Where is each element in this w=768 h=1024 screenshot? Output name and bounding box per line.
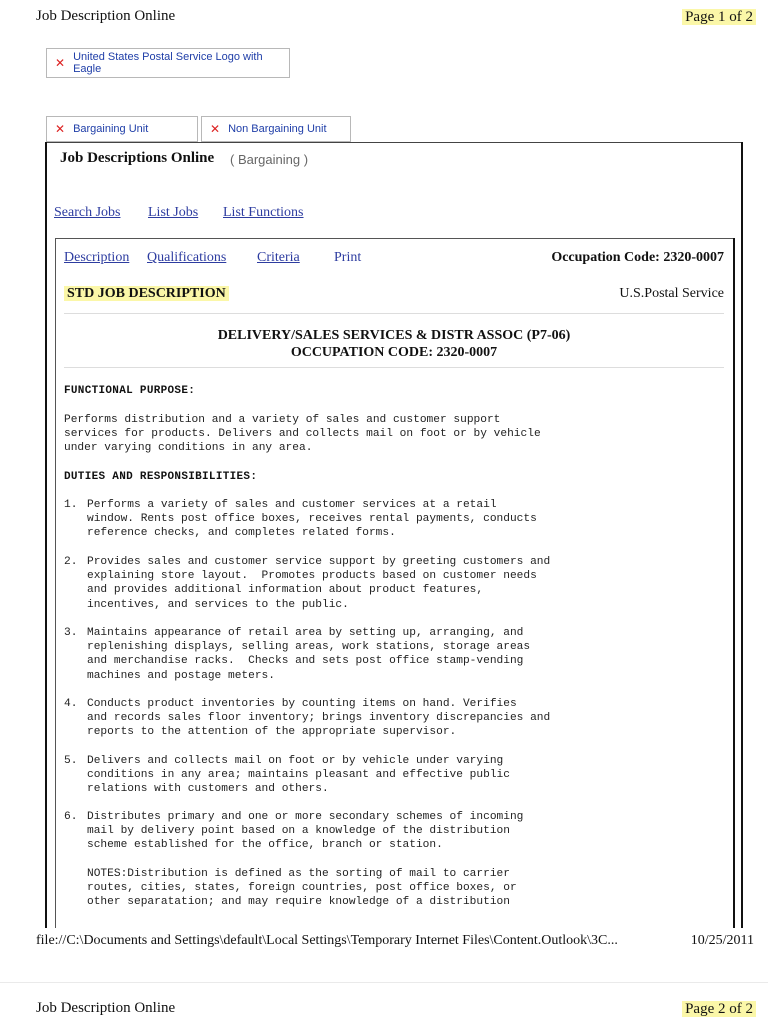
tab-description[interactable]: Description (64, 250, 130, 265)
duty-text: Distributes primary and one or more secondary schemes of incoming mail by delivery point based on a knowledge of the distribution scheme established for the office, branch or station. (87, 811, 524, 852)
duty-number: 6. (64, 811, 78, 823)
outer-frame-left (45, 142, 47, 928)
inner-frame-left (55, 238, 56, 928)
bargaining-unit-tab-image[interactable] (46, 116, 198, 142)
footer-date: 10/25/2011 (690, 933, 754, 948)
duty-text: Delivers and collects mail on foot or by vehicle under varying conditions in any area; maintains pleasant and effective public relations with customers and others. (87, 755, 510, 796)
footer-file-path: file://C:\Documents and Settings\default\Local Settings\Temporary Internet Files\Content.Outlook\3C... (36, 933, 618, 948)
broken-image-icon: ✕ (210, 122, 221, 136)
page2-number-text: Page 2 of 2 (682, 1001, 756, 1017)
duty-text: Provides sales and customer service support by greeting customers and explaining store layout. Promotes products based on customer needs and provides additional information about product features, incentives, and services to the public. (87, 556, 551, 611)
duty-notes: NOTES:Distribution is defined as the sorting of mail to carrier routes, cities, states, foreign countries, post office boxes, or other separatation; and may require knowledge of a distribution (87, 868, 517, 909)
job-code-line: OCCUPATION CODE: 2320-0007 (290, 345, 498, 360)
tab-qualifications[interactable]: Qualifications (147, 250, 227, 265)
page-number-text: Page 1 of 2 (682, 9, 756, 25)
bargaining-unit-alt-text: Bargaining Unit (73, 123, 149, 135)
usps-logo-alt-text: United States Postal Service Logo with Eagle (73, 51, 263, 75)
duty-number: 5. (64, 755, 78, 767)
duty-number: 2. (64, 556, 78, 568)
divider (64, 367, 724, 368)
outer-frame-right (741, 142, 743, 928)
divider (64, 313, 724, 314)
search-jobs-link[interactable]: Search Jobs (54, 205, 121, 220)
duty-number: 4. (64, 698, 78, 710)
agency-name: U.S.Postal Service (619, 286, 724, 301)
job-title: DELIVERY/SALES SERVICES & DISTR ASSOC (P7-06) (217, 328, 571, 343)
job-heading (64, 327, 724, 361)
inner-frame-top (55, 238, 735, 239)
panel-subtitle: ( Bargaining ) (230, 152, 309, 167)
inner-frame-right (733, 238, 735, 928)
usps-logo-image (46, 48, 290, 78)
broken-image-icon: ✕ (55, 56, 66, 70)
tab-criteria[interactable]: Criteria (257, 250, 300, 265)
list-jobs-link[interactable]: List Jobs (148, 205, 199, 220)
panel-title: Job Descriptions Online (60, 150, 215, 166)
outer-frame-top (45, 142, 743, 143)
non-bargaining-unit-tab-image[interactable] (201, 116, 351, 142)
broken-image-icon: ✕ (55, 122, 66, 136)
list-functions-link[interactable]: List Functions (223, 205, 304, 220)
duty-text: Performs a variety of sales and customer services at a retail window. Rents post office boxes, receives rental payments, conducts reference checks, and completes related forms. (87, 499, 537, 540)
std-job-description-label (64, 286, 229, 302)
page-header-title: Job Description Online (36, 8, 176, 24)
non-bargaining-unit-alt-text: Non Bargaining Unit (228, 123, 327, 135)
page-number (682, 9, 756, 26)
duties-heading: DUTIES AND RESPONSIBILITIES: (64, 471, 258, 483)
functional-purpose-heading: FUNCTIONAL PURPOSE: (64, 385, 196, 397)
std-job-description-text: STD JOB DESCRIPTION (64, 286, 229, 301)
page2-header-title: Job Description Online (36, 1000, 176, 1016)
page2-number (682, 1001, 756, 1018)
occupation-code: Occupation Code: 2320-0007 (551, 250, 724, 265)
duty-text: Maintains appearance of retail area by setting up, arranging, and replenishing displays, selling areas, work stations, storage areas and merchandise racks. Checks and sets post office stamp-vending machines and postage meters. (87, 627, 531, 682)
functional-purpose-text: Performs distribution and a variety of sales and customer support services for products. Delivers and collects mail on foot or by vehicle under varying conditions in any area. (64, 414, 541, 455)
duty-text: Conducts product inventories by counting items on hand. Verifies and records sales floor inventory; brings inventory discrepancies and reports to the attention of the appropriate supervisor. (87, 698, 551, 739)
duty-number: 1. (64, 499, 78, 511)
page-separator (0, 982, 768, 983)
tab-print[interactable]: Print (334, 250, 362, 265)
duty-number: 3. (64, 627, 78, 639)
